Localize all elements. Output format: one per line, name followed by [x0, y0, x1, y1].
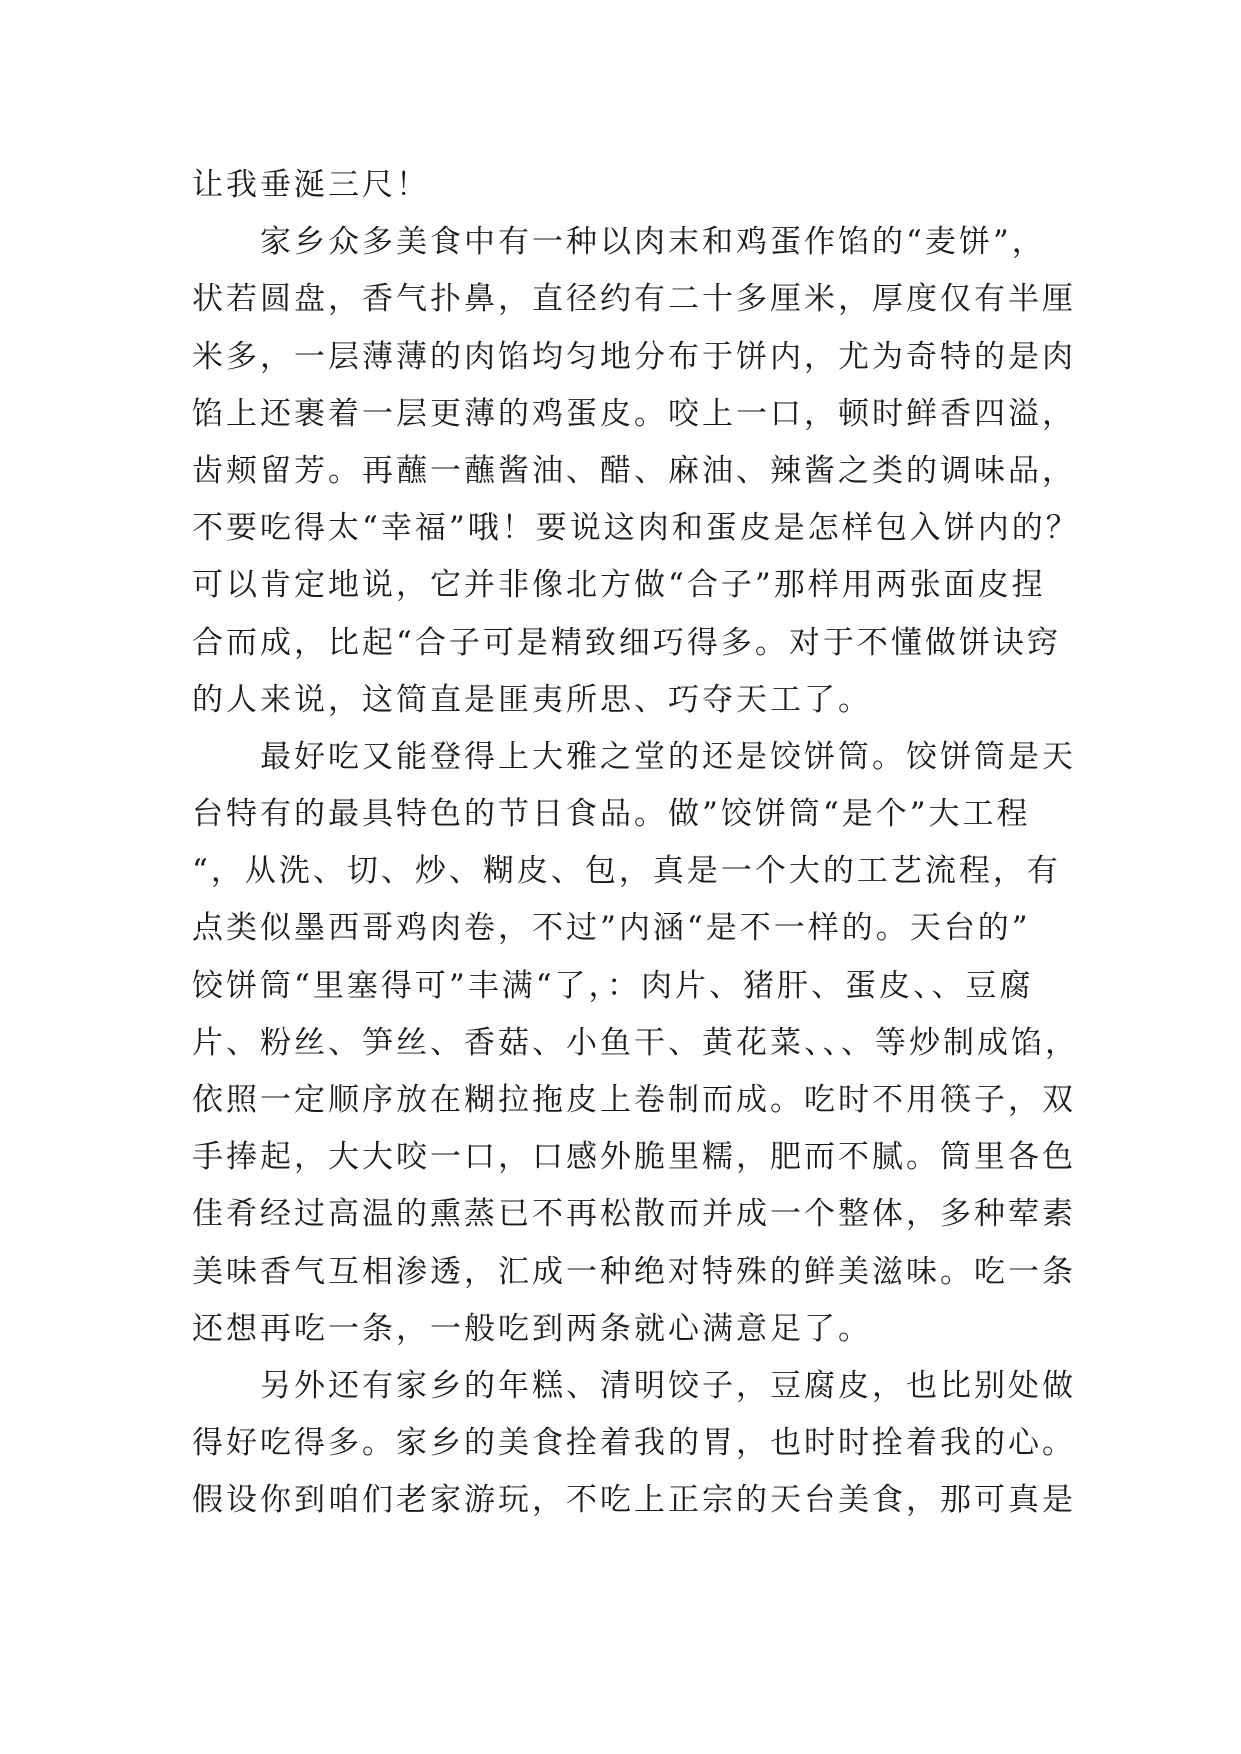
text-line: 佳肴经过高温的熏蒸已不再松散而并成一个整体，多种荤素 [192, 1196, 1076, 1233]
paragraph-first-line: 另外还有家乡的年糕、清明饺子，豆腐皮，也比别处做 [260, 1367, 1076, 1404]
text-line: 合而成，比起“合子可是精致细巧得多。对于不懂做饼诀窍 [192, 624, 1061, 661]
text-line: 馅上还裹着一层更薄的鸡蛋皮。咬上一口，顿时鲜香四溢， [192, 395, 1076, 432]
text-line: 饺饼筒“里塞得可”丰满“了，：肉片、猪肝、蛋皮、、豆腐 [192, 967, 1034, 1004]
text-line: 台特有的最具特色的节日食品。做”饺饼筒“是个”大工程 [192, 796, 1031, 833]
text-line: 还想再吃一条，一般吃到两条就心满意足了。 [192, 1310, 872, 1347]
text-line: 米多，一层薄薄的肉馅均匀地分布于饼内，尤为奇特的是肉 [192, 338, 1076, 375]
paragraph-first-line: 最好吃又能登得上大雅之堂的还是饺饼筒。饺饼筒是天 [260, 738, 1076, 775]
text-line: 得好吃得多。家乡的美食拴着我的胃，也时时拴着我的心。 [192, 1425, 1076, 1462]
text-line: 依照一定顺序放在糊拉拖皮上卷制而成。吃时不用筷子，双 [192, 1082, 1076, 1118]
text-line: 让我垂涎三尺！ [192, 167, 430, 203]
text-line: 片、粉丝、笋丝、香菇、小鱼干、黄花菜、、、等炒制成馅， [192, 1024, 1079, 1061]
text-line: 状若圆盘，香气扑鼻，直径约有二十多厘米，厚度仅有半厘 [192, 281, 1076, 318]
text-line: 不要吃得太“幸福”哦！要说这肉和蛋皮是怎样包入饼内的？ [192, 510, 1080, 547]
text-line: 齿颊留芳。再蘸一蘸酱油、醋、麻油、辣酱之类的调味品， [192, 452, 1076, 489]
text-line: 点类似墨西哥鸡肉卷，不过”内涵“是不一样的。天台的” [192, 910, 1031, 947]
text-line: 的人来说，这简直是匪夷所思、巧夺天工了。 [192, 681, 872, 718]
text-line: “，从洗、切、炒、糊皮、包，真是一个大的工艺流程，有 [192, 853, 1061, 890]
document-body [192, 157, 1080, 1530]
text-line: 假设你到咱们老家游玩，不吃上正宗的天台美食，那可真是 [192, 1482, 1076, 1519]
text-line: 可以肯定地说，它并非像北方做“合子”那样用两张面皮捏 [192, 567, 1046, 604]
paragraph-first-line: 家乡众多美食中有一种以肉末和鸡蛋作馅的“麦饼”， [260, 224, 1046, 261]
text-line: 美味香气互相渗透，汇成一种绝对特殊的鲜美滋味。吃一条 [192, 1253, 1076, 1290]
text-line: 手捧起，大大咬一口，口感外脆里糯，肥而不腻。筒里各色 [192, 1139, 1076, 1176]
